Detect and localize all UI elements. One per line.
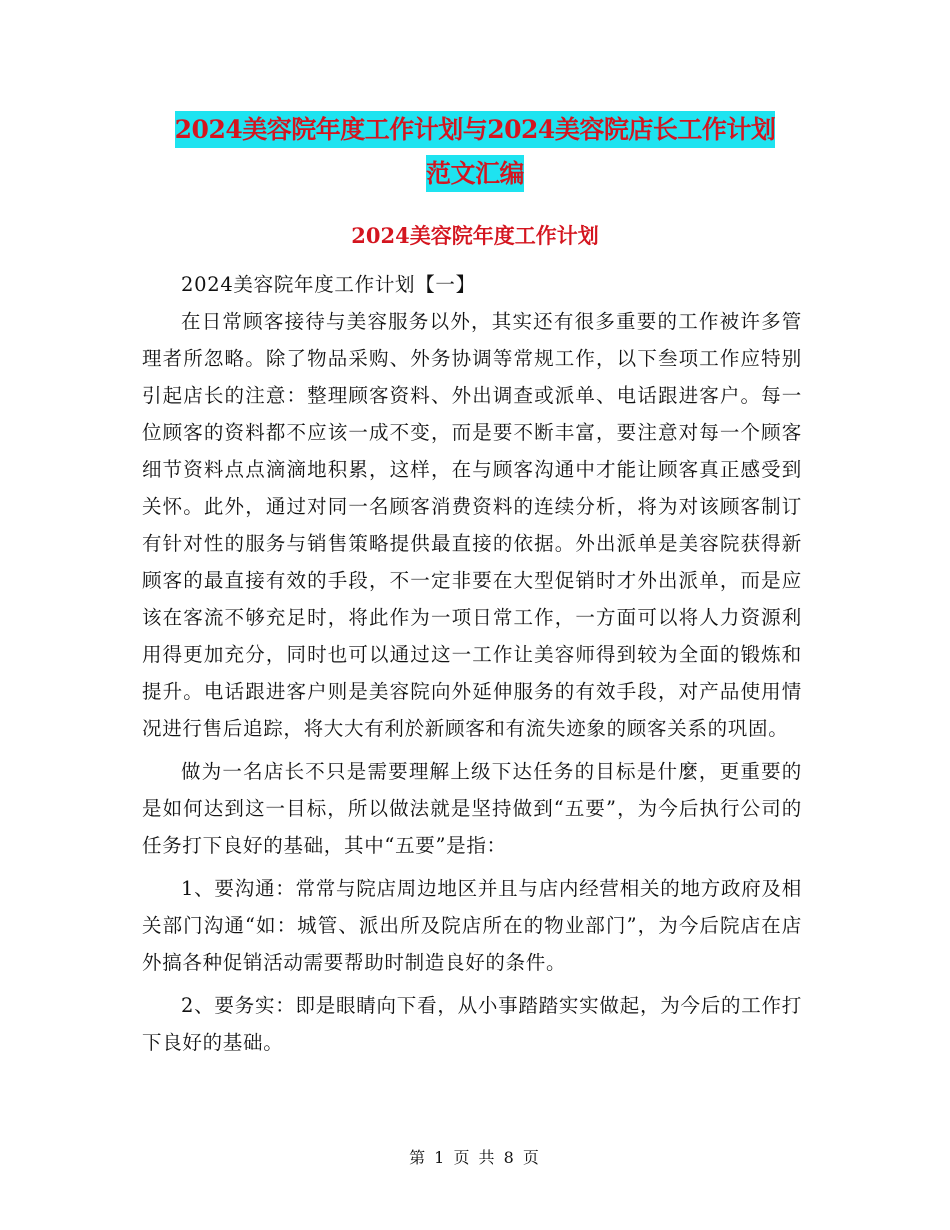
- document-title-line-2: [0, 152, 950, 196]
- document-title-text-2: 范文汇编: [426, 155, 524, 192]
- paragraph-4: 2、要务实：即是眼睛向下看，从小事踏踏实实做起，为今后的工作打下良好的基础。: [142, 994, 802, 1054]
- paragraph-1: 在日常顾客接待与美容服务以外，其实还有很多重要的工作被许多管理者所忽略。除了物品采购、外务协调等常规工作，以下叁项工作应特别引起店长的注意：整理顾客资料、外出调查或派单、电话跟进客户。每一位顾客的资料都不应该一成不变，而是要不断丰富，要注意对每一个顾客细节资料点点滴滴地积累，这样，在与顾客沟通中才能让顾客真正感受到关怀。此外，通过对同一名顾客消费资料的连续分析，将为对该顾客制订有针对性的服务与销售策略提供最直接的依据。外出派单是美容院获得新顾客的最直接有效的手段，不一定非要在大型促销时才外出派单，而是应该在客流不够充足时，将此作为一项日常工作，一方面可以将人力资源利用得更加充分，同时也可以通过这一工作让美容师得到较为全面的锻炼和提升。电话跟进客户则是美容院向外延伸服务的有效手段，对产品使用情况进行售后追踪，将大大有利於新顾客和有流失迹象的顾客关系的巩固。: [142, 310, 802, 740]
- section-heading: 2024美容院年度工作计划: [351, 223, 599, 248]
- paragraph-3: 1、要沟通：常常与院店周边地区并且与店内经营相关的地方政府及相关部门沟通“如：城管、派出所及院店所在的物业部门”，为今后院店在店外搞各种促销活动需要帮助时制造良好的条件。: [142, 877, 802, 974]
- subheading: 2024美容院年度工作计划【一】: [181, 273, 476, 296]
- document-title-line-1: [0, 108, 950, 152]
- page-number-footer: 第 1 页 共 8 页: [409, 1148, 541, 1167]
- paragraph-2: 做为一名店长不只是需要理解上级下达任务的目标是什麼，更重要的是如何达到这一目标，所以做法就是坚持做到“五要”，为今后执行公司的任务打下良好的基础，其中“五要”是指：: [142, 760, 802, 857]
- document-title-text-1: 2024美容院年度工作计划与2024美容院店长工作计划: [175, 111, 776, 148]
- document-body: [142, 266, 802, 1061]
